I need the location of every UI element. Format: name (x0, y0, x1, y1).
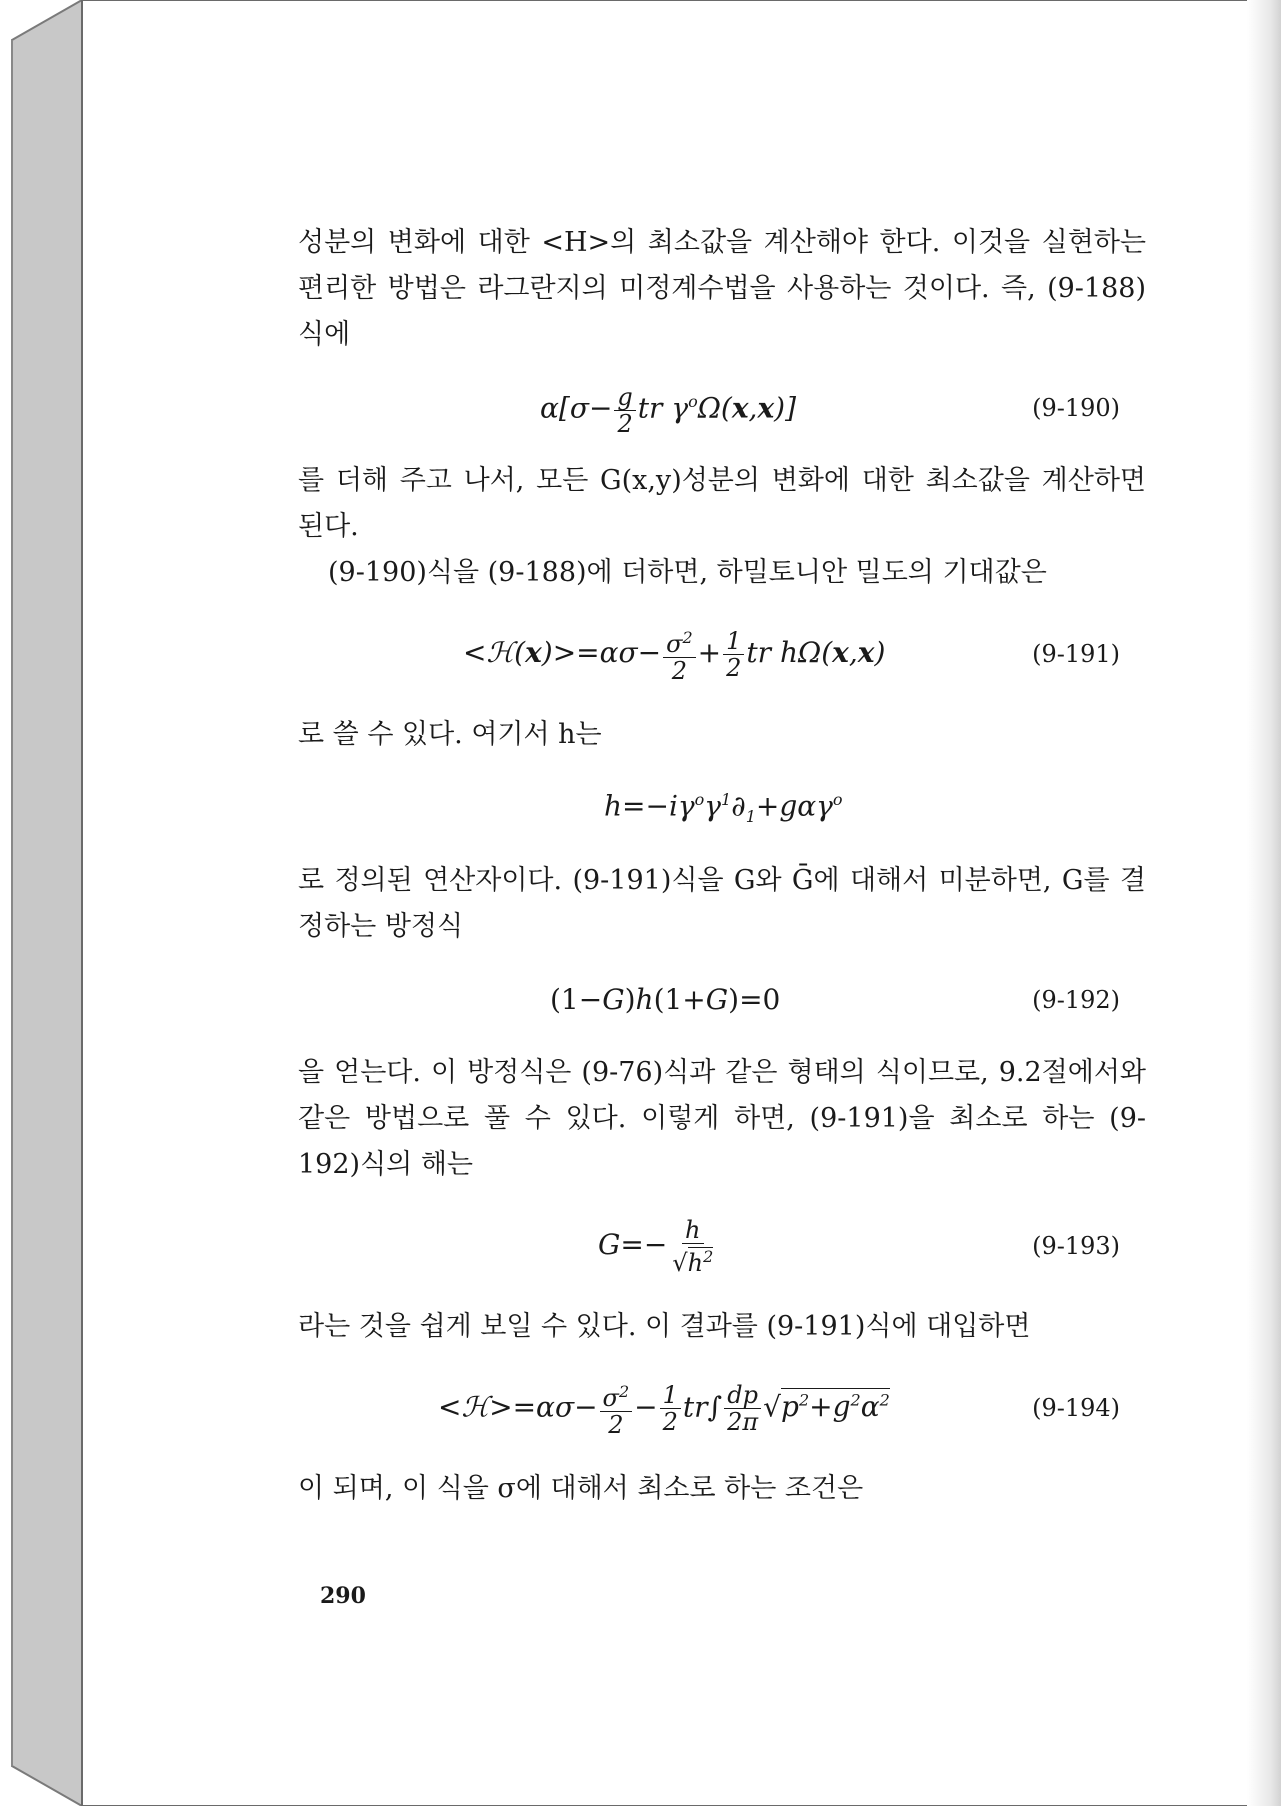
equation-9-192 (298, 964, 1146, 1036)
page-content (298, 220, 1146, 1512)
paragraph: 라는 것을 쉽게 보일 수 있다. 이 결과를 (9-191)식에 대입하면 (298, 1311, 1031, 1342)
equation-number: (9-191) (1032, 640, 1120, 668)
equation-h-definition (298, 772, 1146, 844)
equation-9-191 (298, 610, 1146, 698)
equation-number: (9-192) (1032, 986, 1120, 1014)
equation-9-194 (298, 1364, 1146, 1452)
equation-body: α[σ− $\frac{g}{2}$ tr $\gamma^o\Omega(x,x)$] (540, 382, 797, 438)
paragraph: 이 되며, 이 식을 σ에 대해서 최소로 하는 조건은 (298, 1473, 864, 1504)
equation-9-193 (298, 1202, 1146, 1290)
paragraph: 를 더해 주고 나서, 모든 G(x,y)성분의 변화에 대한 최소값을 계산하면 된다. (298, 465, 1146, 542)
page-number: 290 (320, 1583, 366, 1609)
equation-body: G=− $\frac{h}{√h^2}$ (598, 1215, 714, 1277)
paragraph: 로 정의된 연산자이다. (9-191)식을 G와 Ḡ에 대해서 미분하면, G를 결정하는 방정식 (298, 865, 1146, 942)
equation-number: (9-194) (1032, 1394, 1120, 1422)
equation-9-190 (298, 372, 1146, 444)
paragraph: 을 얻는다. 이 방정식은 (9-76)식과 같은 형태의 식이므로, 9.2절에서와 같은 방법으로 풀 수 있다. 이렇게 하면, (9-191)을 최소로 하는 (9-192)식의 해는 (298, 1057, 1146, 1180)
equation-body: <ℋ(x)>=ασ− $\frac{\sigma^2}{2}$ + $\frac{1}{2}$ tr hΩ(x,x) (463, 626, 886, 685)
paragraph: 로 쓸 수 있다. 여기서 h는 (298, 719, 602, 750)
equation-body: <ℋ>=ασ− $\frac{\sigma^2}{2}$ − $\frac{1}{2}$ tr∫ $\frac{dp}{2\pi}$ $√p^2+g^2\alpha^2$ (438, 1381, 890, 1440)
equation-number: (9-190) (1032, 394, 1120, 422)
paragraph: 성분의 변화에 대한 <H>의 최소값을 계산해야 한다. 이것을 실현하는 편리한 방법은 라그란지의 미정계수법을 사용하는 것이다. 즉, (9-188)식에 (298, 227, 1146, 350)
equation-body: (1−G)h(1+G)=0 (550, 983, 781, 1016)
page-edge-shadow (1247, 0, 1281, 1806)
equation-number: (9-193) (1032, 1232, 1120, 1260)
equation-body: $h=-i\gamma^o\gamma^1\partial_1+g\alpha\gamma^o$ (604, 788, 843, 826)
paragraph: (9-190)식을 (9-188)에 더하면, 하밀토니안 밀도의 기대값은 (328, 557, 1047, 588)
